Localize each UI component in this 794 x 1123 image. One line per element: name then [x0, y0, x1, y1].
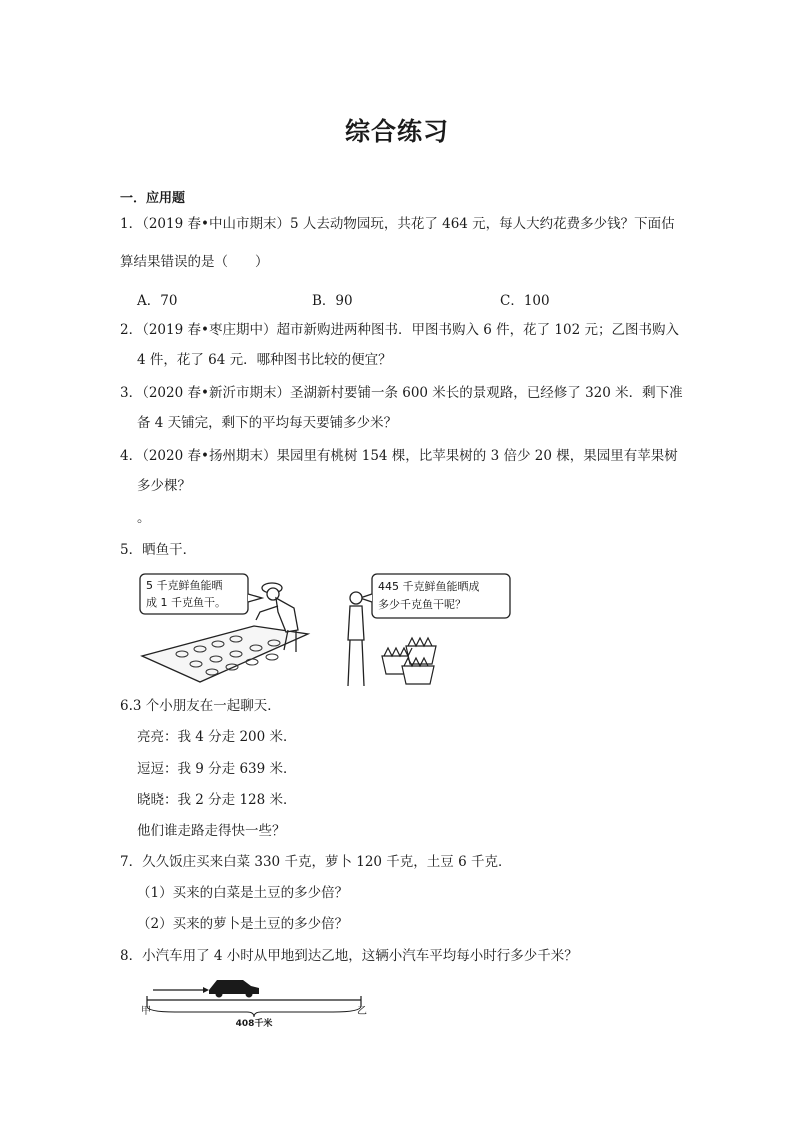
q1-option-a: A．70: [137, 293, 178, 309]
q8-distance-diagram: [135, 970, 375, 1028]
q6-line-liangliang: 亮亮：我 4 分走 200 米．: [137, 729, 297, 745]
end-label: 乙: [357, 1006, 367, 1017]
distance-label: 408千米: [235, 1019, 273, 1028]
q1-line2: 算结果错误的是（ ）: [120, 254, 269, 270]
start-label: 甲: [141, 1006, 151, 1017]
q3-line1: 3．（2020 春•新沂市期末）圣湖新村要铺一条 600 米长的景观路，已经修了 320 米．剩下准: [120, 385, 683, 401]
section-title: 一．应用题: [120, 191, 186, 206]
q1-option-b: B．90: [312, 293, 353, 309]
q6-line-doudou: 逗逗：我 9 分走 639 米．: [137, 761, 297, 777]
q1-line1: 1．（2019 春•中山市期末）5 人去动物园玩，共花了 464 元，每人大约花费多少钱？下面估: [120, 216, 675, 232]
q8-text: 8．小汽车用了 4 小时从甲地到达乙地，这辆小汽车平均每小时行多少千米？: [120, 948, 578, 964]
speech-bubble-1: [140, 574, 262, 614]
fish-baskets: [382, 638, 436, 684]
bubble2-line1: 445 千克鲜鱼能晒成: [378, 580, 480, 593]
q7-sub2: （2）买来的萝卜是土豆的多少倍？: [137, 916, 349, 932]
q3-line2: 备 4 天铺完，剩下的平均每天要铺多少米？: [137, 415, 398, 431]
q6-line-xiaoxiao: 晓晓：我 2 分走 128 米．: [137, 792, 297, 808]
q1-option-c: C．100: [500, 293, 550, 309]
bubble1-line1: 5 千克鲜鱼能晒: [146, 579, 223, 592]
q6-question: 他们谁走路走得快一些？: [137, 823, 286, 839]
farmer-figure-2: [348, 592, 364, 686]
page-title: 综合练习: [344, 117, 449, 146]
q2-line1: 2．（2019 春•枣庄期中）超市新购进两种图书．甲图书购入 6 件，花了 102 元；乙图书购入: [120, 322, 679, 338]
fish-mat: [142, 626, 308, 682]
bubble1-line2: 成 1 千克鱼干。: [146, 596, 226, 609]
q2-line2: 4 件，花了 64 元．哪种图书比较的便宜？: [137, 352, 392, 368]
q5-illustration: [138, 568, 528, 690]
bubble2-line2: 多少千克鱼干呢？: [378, 598, 466, 611]
q5-text: 5．晒鱼干．: [120, 542, 197, 558]
q4-line1: 4．（2020 春•扬州期末）果园里有桃树 154 棵，比苹果树的 3 倍少 20 棵，果园里有苹果树: [120, 448, 678, 464]
q6-intro: 6.3 个小朋友在一起聊天．: [120, 698, 281, 714]
speech-bubble-2: [360, 574, 510, 618]
q4-line2: 多少棵？: [137, 478, 191, 494]
q4-line3: 。: [137, 510, 151, 526]
q7-sub1: （1）买来的白菜是土豆的多少倍？: [137, 885, 349, 901]
direction-arrow: [153, 987, 209, 993]
q7-intro: 7．久久饭庄买来白菜 330 千克，萝卜 120 千克，土豆 6 千克．: [120, 854, 512, 870]
distance-brace: [147, 1006, 361, 1017]
car-icon: [209, 980, 259, 998]
